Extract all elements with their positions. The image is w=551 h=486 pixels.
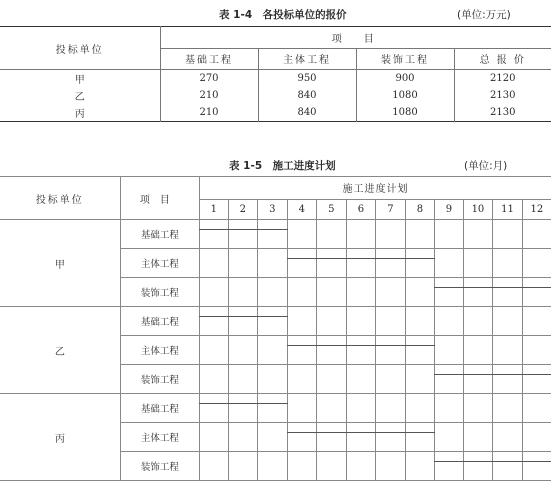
- schedule-bar: [346, 258, 377, 259]
- month-cell: [317, 452, 347, 481]
- month-cell: [522, 423, 551, 452]
- month-cell: [405, 307, 435, 336]
- month-cell: [463, 452, 493, 481]
- schedule-bar: [375, 432, 406, 433]
- month-cell: [258, 365, 288, 394]
- month-cell: [200, 249, 229, 278]
- month-cell: [228, 278, 258, 307]
- month-cell: [376, 278, 406, 307]
- month-header: 6: [346, 199, 376, 219]
- schedule-bar: [346, 432, 377, 433]
- month-cell: [463, 307, 493, 336]
- task-name-cell: 装饰工程: [120, 365, 199, 394]
- schedule-row: [0, 307, 551, 336]
- month-cell: [522, 452, 551, 481]
- month-header: 7: [376, 199, 406, 219]
- month-cell: [493, 365, 523, 394]
- month-cell: [376, 394, 406, 423]
- schedule-bar: [434, 374, 464, 375]
- schedule-bar: [316, 258, 347, 259]
- month-cell: [346, 220, 376, 249]
- month-cell: [317, 336, 347, 365]
- schedule-row: [0, 394, 551, 423]
- month-cell: [405, 336, 435, 365]
- schedule-bar: [492, 374, 523, 375]
- month-cell: [405, 423, 435, 452]
- month-cell: [435, 394, 464, 423]
- month-cell: [287, 452, 317, 481]
- task-name-cell: 主体工程: [120, 249, 199, 278]
- task-name-cell: 主体工程: [120, 336, 199, 365]
- month-cell: [405, 220, 435, 249]
- month-cell: [228, 336, 258, 365]
- table14-col-header: 装饰工程: [356, 48, 454, 70]
- month-cell: [346, 307, 376, 336]
- month-cell: [317, 394, 347, 423]
- month-cell: [376, 249, 406, 278]
- table14-col-header: 主体工程: [258, 48, 356, 70]
- month-header: 1: [200, 199, 229, 219]
- month-cell: [463, 220, 493, 249]
- month-cell: [405, 365, 435, 394]
- month-header: 4: [287, 199, 317, 219]
- month-cell: [317, 365, 347, 394]
- month-cell: [200, 307, 229, 336]
- month-header: 11: [493, 199, 523, 219]
- month-cell: [376, 365, 406, 394]
- table14-col-header: 基础工程: [160, 48, 258, 70]
- schedule-bar: [228, 316, 259, 317]
- month-cell: [405, 452, 435, 481]
- schedule-bar: [522, 374, 551, 375]
- table15-caption: 表 1-5 施工进度计划: [229, 160, 336, 172]
- schedule-bar: [434, 287, 464, 288]
- price-cell: 1080: [356, 87, 454, 104]
- month-cell: [522, 336, 551, 365]
- month-cell: [435, 307, 464, 336]
- price-cell: 900: [356, 70, 454, 88]
- month-cell: [287, 394, 317, 423]
- month-cell: [522, 394, 551, 423]
- schedule-bar: [287, 345, 318, 346]
- schedule-bar: [522, 461, 551, 462]
- month-cell: [493, 394, 523, 423]
- month-cell: [200, 423, 229, 452]
- bidder-cell: 丙: [0, 104, 160, 122]
- month-cell: [258, 307, 288, 336]
- month-cell: [522, 249, 551, 278]
- construction-schedule-table: [0, 176, 551, 481]
- schedule-bar: [375, 258, 406, 259]
- month-cell: [346, 452, 376, 481]
- month-cell: [287, 220, 317, 249]
- month-cell: [317, 249, 347, 278]
- month-cell: [346, 423, 376, 452]
- month-cell: [258, 220, 288, 249]
- task-name-cell: 装饰工程: [120, 452, 199, 481]
- bidder-cell: 甲: [0, 70, 160, 88]
- month-cell: [317, 220, 347, 249]
- month-cell: [228, 394, 258, 423]
- month-cell: [287, 423, 317, 452]
- month-cell: [228, 307, 258, 336]
- price-cell: 210: [160, 87, 258, 104]
- table14-header-bidder: 投标单位: [0, 27, 160, 70]
- month-header: 8: [405, 199, 435, 219]
- schedule-bar: [199, 316, 229, 317]
- total-price-cell: 2130: [490, 90, 516, 101]
- month-cell: [228, 452, 258, 481]
- month-cell: [200, 278, 229, 307]
- task-name-cell: 基础工程: [120, 307, 199, 336]
- month-cell: [405, 394, 435, 423]
- month-cell: [200, 394, 229, 423]
- table15-header-bidder: 投标单位: [0, 177, 120, 220]
- month-cell: [346, 249, 376, 278]
- month-cell: [493, 336, 523, 365]
- bidder-cell: 乙: [0, 307, 120, 394]
- month-cell: [493, 423, 523, 452]
- month-header: 5: [317, 199, 347, 219]
- month-cell: [435, 278, 464, 307]
- month-header: 2: [228, 199, 258, 219]
- table15-header-schedule: 施工进度计划: [200, 177, 551, 200]
- month-cell: [493, 307, 523, 336]
- month-cell: [463, 249, 493, 278]
- month-cell: [493, 278, 523, 307]
- month-cell: [435, 452, 464, 481]
- month-cell: [258, 452, 288, 481]
- month-cell: [435, 365, 464, 394]
- month-cell: [522, 278, 551, 307]
- schedule-bar: [463, 287, 494, 288]
- month-cell: [228, 220, 258, 249]
- month-cell: [376, 423, 406, 452]
- month-cell: [200, 365, 229, 394]
- table15-header-item: 项目: [120, 177, 199, 220]
- month-cell: [463, 336, 493, 365]
- month-cell: [287, 307, 317, 336]
- task-name-cell: 基础工程: [120, 394, 199, 423]
- month-header: 12: [522, 199, 551, 219]
- schedule-bar: [492, 287, 523, 288]
- price-cell: 210: [160, 104, 258, 122]
- month-cell: [200, 220, 229, 249]
- month-cell: [228, 423, 258, 452]
- month-cell: [405, 249, 435, 278]
- table14-col-header: 总 报 价: [454, 48, 551, 70]
- bidder-cell: 乙: [0, 87, 160, 104]
- month-cell: [317, 307, 347, 336]
- month-cell: [346, 278, 376, 307]
- month-cell: [228, 249, 258, 278]
- month-cell: [376, 336, 406, 365]
- table-row: [0, 87, 551, 104]
- schedule-bar: [228, 403, 259, 404]
- month-cell: [435, 220, 464, 249]
- schedule-bar: [228, 229, 259, 230]
- bid-price-table: [0, 26, 551, 122]
- schedule-bar: [287, 258, 318, 259]
- bidder-cell: 丙: [0, 394, 120, 481]
- schedule-bar: [492, 461, 523, 462]
- month-cell: [463, 394, 493, 423]
- schedule-bar: [257, 403, 288, 404]
- month-cell: [287, 278, 317, 307]
- month-cell: [258, 336, 288, 365]
- schedule-bar: [405, 345, 436, 346]
- schedule-bar: [316, 432, 347, 433]
- month-cell: [435, 336, 464, 365]
- month-cell: [493, 220, 523, 249]
- month-cell: [346, 365, 376, 394]
- task-name-cell: 主体工程: [120, 423, 199, 452]
- schedule-bar: [316, 345, 347, 346]
- month-cell: [463, 365, 493, 394]
- price-cell: 270: [160, 70, 258, 88]
- schedule-bar: [199, 229, 229, 230]
- table14-unit: (单位:万元): [457, 9, 511, 21]
- price-cell: 840: [258, 87, 356, 104]
- schedule-bar: [375, 345, 406, 346]
- schedule-bar: [434, 461, 464, 462]
- month-cell: [522, 220, 551, 249]
- total-price-cell: 2120: [490, 73, 516, 84]
- schedule-bar: [257, 229, 288, 230]
- table14-header-items: 项 目: [160, 27, 551, 49]
- month-cell: [346, 336, 376, 365]
- month-cell: [287, 336, 317, 365]
- schedule-bar: [522, 287, 551, 288]
- bidder-cell: 甲: [0, 220, 120, 307]
- price-cell: 1080: [356, 104, 454, 122]
- month-header: 3: [258, 199, 288, 219]
- month-cell: [287, 365, 317, 394]
- table-row: [0, 70, 551, 88]
- schedule-bar: [346, 345, 377, 346]
- month-cell: [463, 278, 493, 307]
- price-cell: 840: [258, 104, 356, 122]
- month-header: 10: [463, 199, 493, 219]
- task-name-cell: 基础工程: [120, 220, 199, 249]
- table-row: [0, 104, 551, 122]
- month-cell: [258, 249, 288, 278]
- schedule-bar: [287, 432, 318, 433]
- month-cell: [258, 423, 288, 452]
- price-cell: 950: [258, 70, 356, 88]
- month-cell: [376, 452, 406, 481]
- month-cell: [200, 452, 229, 481]
- month-cell: [435, 423, 464, 452]
- schedule-bar: [463, 461, 494, 462]
- month-cell: [463, 423, 493, 452]
- month-cell: [493, 249, 523, 278]
- month-cell: [228, 365, 258, 394]
- schedule-bar: [405, 258, 436, 259]
- month-cell: [258, 278, 288, 307]
- month-cell: [376, 220, 406, 249]
- month-cell: [522, 365, 551, 394]
- schedule-bar: [463, 374, 494, 375]
- month-cell: [317, 278, 347, 307]
- month-cell: [493, 452, 523, 481]
- schedule-bar: [199, 403, 229, 404]
- month-cell: [287, 249, 317, 278]
- schedule-bar: [405, 432, 436, 433]
- month-cell: [346, 394, 376, 423]
- schedule-bar: [257, 316, 288, 317]
- month-cell: [435, 249, 464, 278]
- table15-unit: (单位:月): [464, 160, 508, 172]
- schedule-row: [0, 220, 551, 249]
- total-price-cell: 2130: [490, 107, 516, 118]
- month-cell: [522, 307, 551, 336]
- task-name-cell: 装饰工程: [120, 278, 199, 307]
- table14-caption: 表 1-4 各投标单位的报价: [219, 9, 347, 21]
- month-cell: [258, 394, 288, 423]
- month-header: 9: [435, 199, 464, 219]
- month-cell: [376, 307, 406, 336]
- month-cell: [405, 278, 435, 307]
- month-cell: [317, 423, 347, 452]
- month-cell: [200, 336, 229, 365]
